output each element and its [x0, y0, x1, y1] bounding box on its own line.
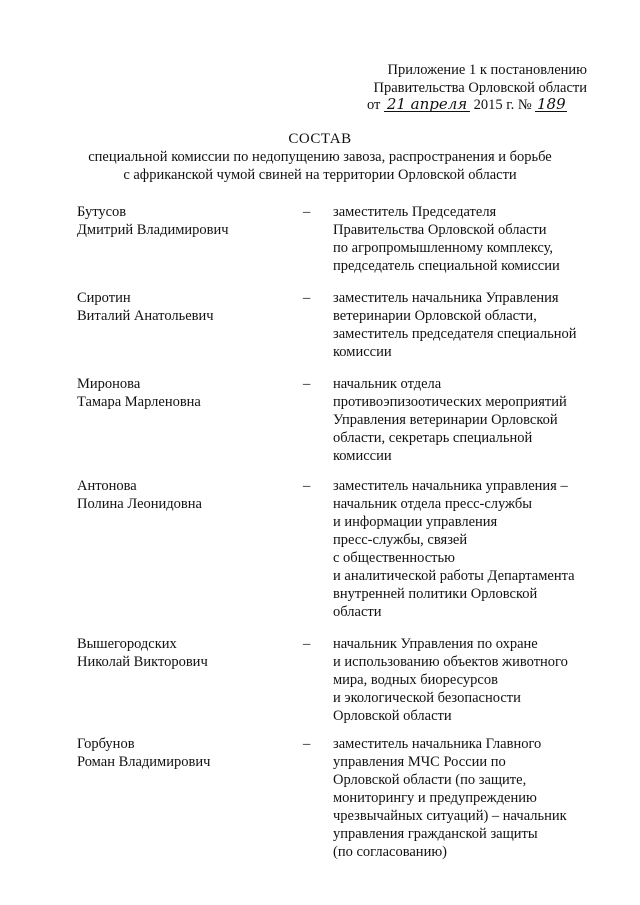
member-role-line: чрезвычайных ситуаций) – начальник	[333, 808, 567, 824]
member-role-line: управления гражданской защиты	[333, 826, 538, 842]
member-role	[333, 289, 601, 361]
title-sub-line-1: специальной комиссии по недопущению завоза, распространения и борьбе	[88, 149, 552, 165]
member-dash: –	[303, 290, 311, 306]
order-prefix: от	[367, 97, 381, 113]
member-role-line: пресс-службы, связей	[333, 532, 468, 548]
member-role-line: и использованию объектов животного	[333, 654, 568, 670]
member-surname: Вышегородских	[77, 636, 177, 652]
member-given-names: Николай Викторович	[77, 654, 208, 670]
member-role-line: комиссии	[333, 448, 392, 464]
document-title	[0, 130, 640, 184]
member-role-line: начальник Управления по охране	[333, 636, 538, 652]
member-dash: –	[303, 204, 311, 220]
member-role	[333, 735, 601, 861]
member-given-names: Виталий Анатольевич	[77, 308, 214, 324]
member-role-line: начальник отдела	[333, 376, 442, 392]
member-role-line: ветеринарии Орловской области,	[333, 308, 537, 324]
member-role-line: заместитель начальника управления –	[333, 478, 568, 494]
member-role	[333, 635, 601, 725]
member-surname: Миронова	[77, 376, 141, 392]
member-role-line: (по согласованию)	[333, 844, 447, 860]
member-role-line: мира, водных биоресурсов	[333, 672, 498, 688]
member-dash: –	[303, 636, 311, 652]
member-role-line: Правительства Орловской области	[333, 222, 547, 238]
member-role-line: заместитель председателя специальной	[333, 326, 577, 342]
member-role-line: управления МЧС России по	[333, 754, 506, 770]
member-role-line: противоэпизоотических мероприятий	[333, 394, 567, 410]
member-role	[333, 203, 601, 275]
member-role-line: Орловской области	[333, 708, 452, 724]
member-role-line: и информации управления	[333, 514, 498, 530]
member-role-line: по агропромышленному комплексу,	[333, 240, 554, 256]
order-reference	[367, 97, 627, 115]
member-dash: –	[303, 478, 311, 494]
member-role-line: Орловской области (по защите,	[333, 772, 527, 788]
member-name	[77, 477, 277, 513]
member-role-line: заместитель начальника Главного	[333, 736, 542, 752]
member-role-line: председатель специальной комиссии	[333, 258, 560, 274]
member-role	[333, 375, 601, 465]
member-given-names: Полина Леонидовна	[77, 496, 202, 512]
member-name	[77, 375, 277, 411]
order-year: 2015 г. №	[473, 97, 532, 113]
member-role	[333, 477, 601, 621]
member-role-line: и экологической безопасности	[333, 690, 521, 706]
government-line: Правительства Орловской области	[373, 79, 587, 96]
member-role-line: мониторингу и предупреждению	[333, 790, 537, 806]
member-name	[77, 289, 277, 325]
member-surname: Горбунов	[77, 736, 135, 752]
member-role-line: и аналитической работы Департамента	[333, 568, 575, 584]
member-dash: –	[303, 376, 311, 392]
member-surname: Антонова	[77, 478, 137, 494]
handwritten-date: 21 апреля	[384, 97, 470, 112]
member-name	[77, 203, 277, 239]
member-given-names: Роман Владимирович	[77, 754, 211, 770]
handwritten-order-number: 189	[536, 95, 566, 113]
member-surname: Сиротин	[77, 290, 131, 306]
member-role-line: Управления ветеринарии Орловской	[333, 412, 558, 428]
member-role-line: области, секретарь специальной	[333, 430, 533, 446]
member-surname: Бутусов	[77, 204, 127, 220]
member-name	[77, 735, 277, 771]
member-role-line: заместитель начальника Управления	[333, 290, 559, 306]
title-main: СОСТАВ	[288, 131, 352, 147]
member-role-line: с общественностью	[333, 550, 455, 566]
member-role-line: заместитель Председателя	[333, 204, 497, 220]
member-role-line: начальник отдела пресс-службы	[333, 496, 533, 512]
member-role-line: области	[333, 604, 382, 620]
title-sub-line-2: с африканской чумой свиней на территории Орловской области	[123, 167, 517, 183]
member-role-line: комиссии	[333, 344, 392, 360]
member-given-names: Тамара Марленовна	[77, 394, 201, 410]
member-given-names: Дмитрий Владимирович	[77, 222, 229, 238]
member-role-line: внутренней политики Орловской	[333, 586, 538, 602]
document-header	[367, 62, 627, 115]
member-name	[77, 635, 277, 671]
member-dash: –	[303, 736, 311, 752]
appendix-line: Приложение 1 к постановлению	[387, 62, 587, 78]
